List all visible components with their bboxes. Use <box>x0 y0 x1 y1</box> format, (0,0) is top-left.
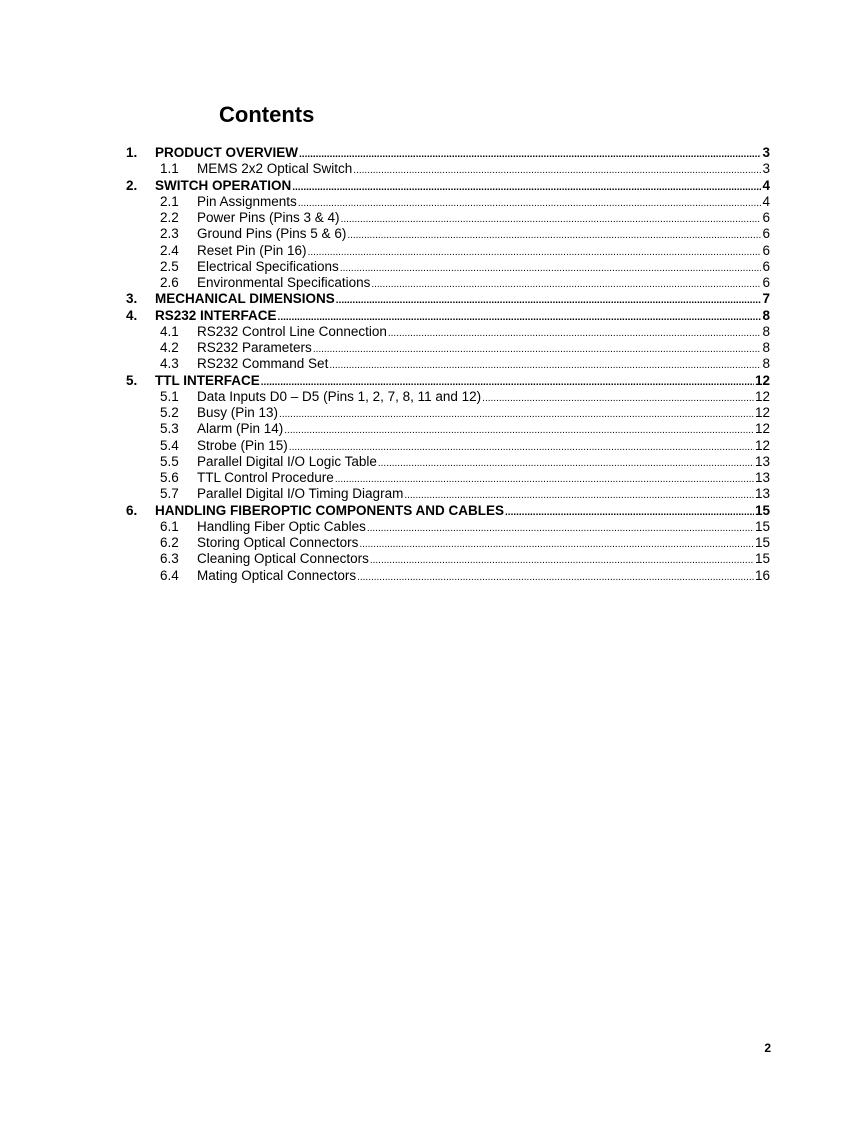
toc-entry-page: 13 <box>754 470 770 485</box>
toc-entry-number: 5.3 <box>160 421 179 437</box>
toc-subsection-entry[interactable] <box>160 324 770 340</box>
toc-entry-number: 2.3 <box>160 226 179 242</box>
toc-entry-label: Electrical Specifications <box>197 258 339 274</box>
toc-entry-label: Environmental Specifications <box>197 275 371 290</box>
toc-subsection-entry[interactable] <box>160 259 770 275</box>
toc-entry-number: 5.2 <box>160 405 179 420</box>
toc-dot-leader <box>388 324 762 340</box>
toc-entry-number: 6. <box>126 502 138 518</box>
toc-dot-leader <box>292 178 761 194</box>
toc-entry-label: Cleaning Optical Connectors <box>197 551 369 567</box>
toc-entry-number: 2.1 <box>160 193 179 209</box>
toc-dot-leader <box>340 259 762 275</box>
toc-entry-number: 4.2 <box>160 340 179 355</box>
toc-entry-label: Busy (Pin 13) <box>197 405 279 420</box>
toc-dot-leader <box>308 243 762 259</box>
toc-entry-number: 5.7 <box>160 486 179 502</box>
toc-dot-leader <box>347 226 761 242</box>
toc-entry-label: Pin Assignments <box>197 193 297 209</box>
toc-dot-leader <box>278 308 762 324</box>
toc-subsection-entry[interactable] <box>160 210 770 226</box>
toc-section-entry[interactable] <box>126 373 770 389</box>
toc-entry-page: 6 <box>762 275 770 290</box>
toc-entry-page: 13 <box>754 453 770 469</box>
toc-entry-page: 12 <box>754 421 770 437</box>
toc-entry-label: Reset Pin (Pin 16) <box>197 242 307 258</box>
toc-entry-number: 5.6 <box>160 470 179 485</box>
toc-dot-leader <box>289 438 754 454</box>
toc-subsection-entry[interactable] <box>160 438 770 454</box>
toc-dot-leader <box>299 145 761 161</box>
toc-entry-page: 8 <box>762 307 770 323</box>
toc-entry-number: 2.2 <box>160 210 179 225</box>
toc-entry-number: 1. <box>126 145 138 160</box>
toc-entry-label: Storing Optical Connectors <box>197 535 359 550</box>
toc-entry-page: 12 <box>754 437 770 453</box>
toc-entry-number: 2. <box>126 177 138 193</box>
toc-entry-page: 8 <box>762 356 770 372</box>
toc-entry-label: HANDLING FIBEROPTIC COMPONENTS AND CABLES <box>155 502 505 518</box>
toc-entry-page: 8 <box>762 340 770 355</box>
toc-subsection-entry[interactable] <box>160 275 770 291</box>
toc-subsection-entry[interactable] <box>160 486 770 502</box>
toc-section-entry[interactable] <box>126 291 770 307</box>
toc-entry-page: 16 <box>754 567 770 583</box>
toc-subsection-entry[interactable] <box>160 454 770 470</box>
toc-entry-number: 4.3 <box>160 356 179 372</box>
toc-entry-page: 3 <box>762 145 770 160</box>
toc-entry-label: RS232 Parameters <box>197 340 312 355</box>
toc-entry-number: 5.1 <box>160 388 179 404</box>
toc-dot-leader <box>341 210 762 226</box>
toc-entry-number: 3. <box>126 291 138 307</box>
toc-dot-leader <box>284 421 754 437</box>
toc-entry-label: MEMS 2x2 Optical Switch <box>197 161 353 177</box>
toc-section-entry[interactable] <box>126 308 770 324</box>
toc-dot-leader <box>279 405 754 421</box>
toc-entry-number: 6.2 <box>160 535 179 550</box>
toc-subsection-entry[interactable] <box>160 535 770 551</box>
toc-dot-leader <box>359 535 754 551</box>
toc-entry-label: TTL INTERFACE <box>155 372 260 388</box>
toc-entry-label: Strobe (Pin 15) <box>197 437 288 453</box>
toc-entry-label: Alarm (Pin 14) <box>197 421 284 437</box>
toc-entry-page: 15 <box>754 502 770 518</box>
toc-entry-label: SWITCH OPERATION <box>155 177 292 193</box>
toc-entry-page: 4 <box>762 193 770 209</box>
toc-entry-label: Parallel Digital I/O Logic Table <box>197 453 377 469</box>
toc-entry-number: 2.5 <box>160 258 179 274</box>
toc-subsection-entry[interactable] <box>160 340 770 356</box>
toc-entry-number: 4.1 <box>160 323 179 339</box>
toc-dot-leader <box>370 551 754 567</box>
toc-entry-label: PRODUCT OVERVIEW <box>155 145 299 160</box>
toc-entry-page: 7 <box>762 291 770 307</box>
toc-dot-leader <box>313 340 762 356</box>
toc-dot-leader <box>505 503 754 519</box>
toc-subsection-entry[interactable] <box>160 161 770 177</box>
toc-section-entry[interactable] <box>126 178 770 194</box>
toc-entry-page: 6 <box>762 226 770 242</box>
toc-entry-page: 13 <box>754 486 770 502</box>
toc-entry-label: Mating Optical Connectors <box>197 567 357 583</box>
toc-entry-page: 15 <box>754 518 770 534</box>
toc-entry-number: 5.4 <box>160 437 179 453</box>
toc-subsection-entry[interactable] <box>160 551 770 567</box>
toc-subsection-entry[interactable] <box>160 405 770 421</box>
toc-entry-label: RS232 INTERFACE <box>155 307 277 323</box>
toc-dot-leader <box>336 291 762 307</box>
toc-subsection-entry[interactable] <box>160 194 770 210</box>
toc-entry-page: 3 <box>762 161 770 177</box>
toc-entry-label: RS232 Control Line Connection <box>197 323 387 339</box>
toc-dot-leader <box>404 486 754 502</box>
toc-section-entry[interactable] <box>126 145 770 161</box>
toc-entry-page: 15 <box>754 535 770 550</box>
toc-entry-number: 2.6 <box>160 275 179 290</box>
toc-dot-leader <box>335 470 754 486</box>
toc-entry-number: 6.1 <box>160 518 179 534</box>
toc-dot-leader <box>367 519 754 535</box>
toc-entry-label: RS232 Command Set <box>197 356 329 372</box>
toc-dot-leader <box>261 373 754 389</box>
toc-dot-leader <box>353 161 761 177</box>
toc-entry-number: 5. <box>126 372 138 388</box>
toc-subsection-entry[interactable] <box>160 356 770 372</box>
toc-entry-number: 6.3 <box>160 551 179 567</box>
toc-entry-page: 12 <box>754 405 770 420</box>
toc-entry-number: 2.4 <box>160 242 179 258</box>
toc-dot-leader <box>357 568 754 584</box>
toc-entry-page: 8 <box>762 323 770 339</box>
toc-entry-label: Power Pins (Pins 3 & 4) <box>197 210 340 225</box>
toc-entry-label: Data Inputs D0 – D5 (Pins 1, 2, 7, 8, 11 and 12) <box>197 388 482 404</box>
toc-entry-label: MECHANICAL DIMENSIONS <box>155 291 335 307</box>
toc-entry-page: 6 <box>762 210 770 225</box>
toc-subsection-entry[interactable] <box>160 389 770 405</box>
toc-subsection-entry[interactable] <box>160 421 770 437</box>
toc-entry-page: 15 <box>754 551 770 567</box>
toc-entry-label: TTL Control Procedure <box>197 470 334 485</box>
toc-entry-label: Ground Pins (Pins 5 & 6) <box>197 226 347 242</box>
toc-dot-leader <box>371 275 761 291</box>
toc-entry-label: Handling Fiber Optic Cables <box>197 518 366 534</box>
toc-entry-page: 12 <box>754 388 770 404</box>
toc-subsection-entry[interactable] <box>160 519 770 535</box>
toc-entry-page: 6 <box>762 242 770 258</box>
toc-subsection-entry[interactable] <box>160 568 770 584</box>
toc-subsection-entry[interactable] <box>160 226 770 242</box>
toc-dot-leader <box>329 356 761 372</box>
toc-dot-leader <box>482 389 754 405</box>
toc-entry-label: Parallel Digital I/O Timing Diagram <box>197 486 404 502</box>
toc-subsection-entry[interactable] <box>160 470 770 486</box>
toc-entry-page: 6 <box>762 258 770 274</box>
toc-entry-number: 5.5 <box>160 453 179 469</box>
toc-dot-leader <box>378 454 754 470</box>
toc-entry-number: 1.1 <box>160 161 179 177</box>
toc-section-entry[interactable] <box>126 503 770 519</box>
toc-entry-page: 12 <box>754 372 770 388</box>
toc-entry-number: 6.4 <box>160 567 179 583</box>
toc-dot-leader <box>298 194 762 210</box>
toc-entry-page: 4 <box>762 177 770 193</box>
page-title: Contents <box>219 102 315 127</box>
toc-entry-number: 4. <box>126 307 138 323</box>
toc-subsection-entry[interactable] <box>160 243 770 259</box>
page-number: 2 <box>764 1041 771 1055</box>
